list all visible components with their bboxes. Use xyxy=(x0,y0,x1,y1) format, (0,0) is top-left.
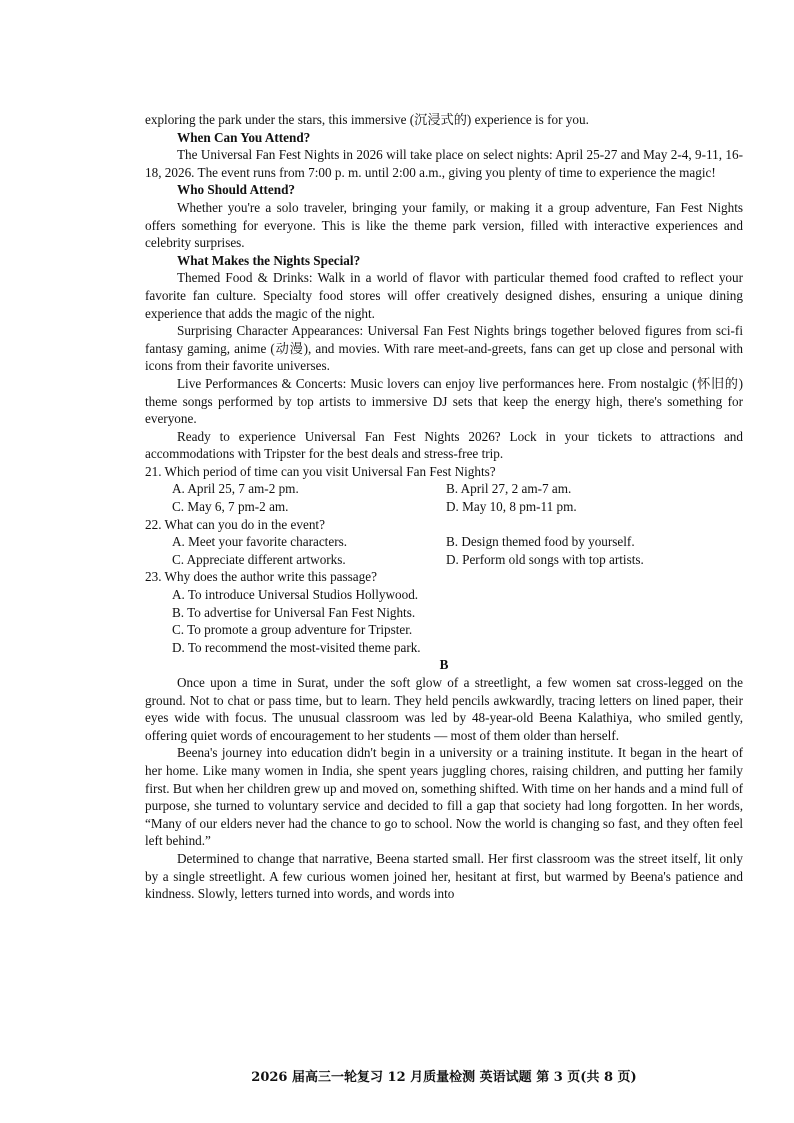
question-22-options xyxy=(145,533,743,568)
option-21-a: A. April 25, 7 am-2 pm. xyxy=(172,481,299,497)
food-paragraph: Themed Food & Drinks: Walk in a world of flavor with particular themed food crafted to reflect your favorite fan culture. Specialty food stores will offer creatively designed dishes, ensuring a unique dining experience that adds the magic of the night. xyxy=(145,270,743,321)
passage-b-paragraph-3: Determined to change that narrative, Beena started small. Her first classroom was the street itself, lit only by a single streetlight. A few curious women joined her, hesitant at first, but warmed by Beena's patience and kindness. Slowly, letters turned into words, and words into xyxy=(145,850,743,902)
ready-paragraph: Ready to experience Universal Fan Fest Nights 2026? Lock in your tickets to attractions and accommodations with Tripster for the best deals and stress-free trip. xyxy=(145,428,743,462)
passage-b-paragraph-1: Once upon a time in Surat, under the soft glow of a streetlight, a few women sat cross-legged on the ground. Not to chat or pass time, but to learn. They held pencils awkwardly, tracing letters on lined paper, their eyes wide with focus. The unusual classroom was led by 48-year-old Beena Kalathiya, who smiled gently, offering quiet words of encouragement to her students — most of them older than herself. xyxy=(145,675,743,743)
characters-paragraph: Surprising Character Appearances: Universal Fan Fest Nights brings together beloved figures from sci-fi fantasy gaming, anime (动漫), and movies. With rare meet-and-greets, fans can get up close and personal with icons from their favorite universes. xyxy=(145,323,743,374)
option-23-c: C. To promote a group adventure for Tripster. xyxy=(172,622,413,638)
option-21-b: B. April 27, 2 am-7 am. xyxy=(446,481,572,497)
question-23-options xyxy=(145,586,743,656)
option-23-b: B. To advertise for Universal Fan Fest Nights. xyxy=(172,604,416,620)
who-heading: Who Should Attend? xyxy=(177,182,295,198)
live-paragraph: Live Performances & Concerts: Music lovers can enjoy live performances here. From nostalgic (怀旧的) theme songs performed by top artists to immersive DJ sets that keep the energy high, there's something for everyone. xyxy=(145,375,743,427)
option-22-c: C. Appreciate different artworks. xyxy=(172,551,346,567)
special-heading: What Makes the Nights Special? xyxy=(177,252,361,268)
passage-a-intro-tail: exploring the park under the stars, this immersive (沉浸式的) experience is for you. xyxy=(145,112,589,127)
option-23-d: D. To recommend the most-visited theme park. xyxy=(172,639,421,655)
option-23-a: A. To introduce Universal Studios Hollywood. xyxy=(172,587,419,603)
section-b-label: B xyxy=(439,657,449,673)
question-22-stem: 22. What can you do in the event? xyxy=(145,516,325,532)
question-23-stem: 23. Why does the author write this passage? xyxy=(145,569,377,585)
passage-b-paragraph-2: Beena's journey into education didn't begin in a university or a training institute. It began in the heart of her home. Like many women in India, she spent years juggling chores, raising children, and putting her family first. But when her children grew up and moved on, something shifted. With time on her hands and a mind full of purpose, she turned to voluntary service and decided to fill a gap that society had long forgotten. In her words, “Many of our elders never had the chance to go to school. Now the world is changing so fast, and they often feel left behind.” xyxy=(145,745,743,849)
option-21-c: C. May 6, 7 pm-2 am. xyxy=(172,499,289,515)
option-21-d: D. May 10, 8 pm-11 pm. xyxy=(446,499,577,515)
page-footer: 2026 届高三一轮复习 12 月质量检测 英语试题 第 3 页(共 8 页) xyxy=(251,1070,637,1085)
exam-page xyxy=(145,111,743,1085)
when-heading: When Can You Attend? xyxy=(177,129,311,145)
when-paragraph: The Universal Fan Fest Nights in 2026 will take place on select nights: April 25-27 and May 2-4, 9-11, 16-18, 2026. The event runs from 7:00 p. m. until 2:00 a.m., giving you plenty of time to experience the magic! xyxy=(145,147,743,180)
option-22-d: D. Perform old songs with top artists. xyxy=(446,551,644,567)
option-22-a: A. Meet your favorite characters. xyxy=(172,534,348,550)
who-paragraph: Whether you're a solo traveler, bringing your family, or making it a group adventure, Fan Fest Nights offers something for everyone. This is like the theme park version, filled with interactive experiences and celebrity surprises. xyxy=(145,199,743,251)
option-22-b: B. Design themed food by yourself. xyxy=(446,534,635,550)
question-21-stem: 21. Which period of time can you visit Universal Fan Fest Nights? xyxy=(145,463,496,479)
question-21-options xyxy=(145,480,743,515)
